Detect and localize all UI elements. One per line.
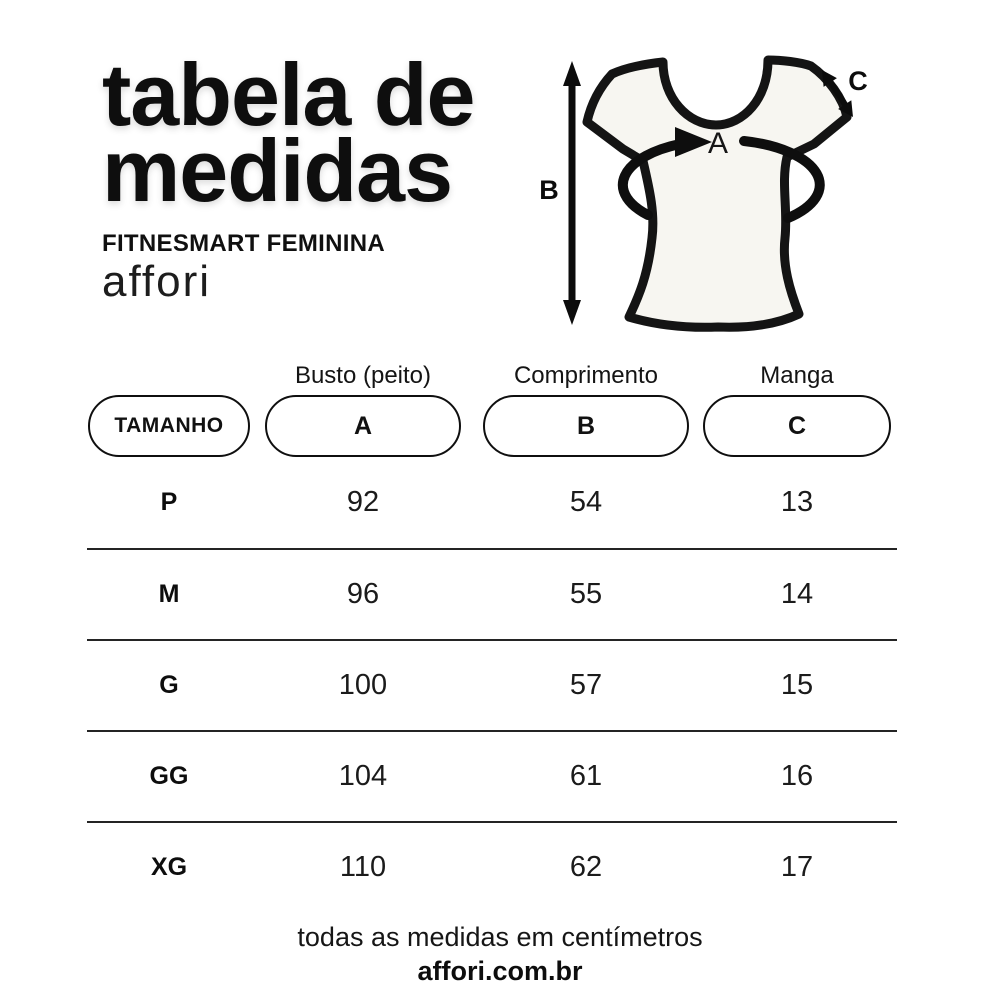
table-row (87, 821, 897, 912)
bust-arrow-label: A (707, 127, 729, 160)
brand-logo: affori (102, 257, 212, 306)
length-arrow-icon (563, 61, 581, 325)
sleeve-arrow-label: C (848, 66, 868, 96)
length-value: 57 (569, 669, 603, 701)
tshirt-measurement-diagram (530, 28, 925, 343)
pill-b: B (483, 395, 689, 457)
pill-a: A (265, 395, 461, 457)
sleeve-value: 13 (780, 486, 814, 518)
pill-tamanho: TAMANHO (88, 395, 250, 457)
table-row (87, 457, 897, 548)
size-label: G (159, 671, 179, 699)
table-row (87, 548, 897, 639)
pill-c: C (703, 395, 891, 457)
header (102, 45, 475, 306)
length-value: 61 (569, 760, 603, 792)
tshirt-diagram-svg (530, 28, 925, 343)
sleeve-value: 17 (780, 851, 814, 883)
sleeve-value: 14 (780, 578, 814, 610)
size-label: GG (149, 762, 189, 790)
bust-value: 96 (346, 578, 380, 610)
size-label: P (160, 488, 178, 516)
table-row (87, 730, 897, 821)
size-label: M (158, 580, 180, 608)
bust-value: 100 (338, 669, 388, 701)
length-value: 54 (569, 486, 603, 518)
page-title-line2: medidas (102, 121, 453, 220)
column-header-bust: Busto (peito) (294, 362, 432, 389)
sleeve-value: 16 (780, 760, 814, 792)
column-header-length: Comprimento (513, 362, 659, 389)
table-row (87, 639, 897, 730)
bust-value: 92 (346, 486, 380, 518)
bust-value: 104 (338, 760, 388, 792)
bust-value: 110 (339, 851, 387, 883)
website-url: affori.com.br (417, 956, 583, 986)
page-title (102, 45, 475, 220)
page-title-line1: tabela de (102, 45, 475, 144)
size-table (87, 363, 897, 912)
product-subtitle: FITNESMART FEMININA (102, 230, 386, 257)
size-label: XG (150, 853, 188, 881)
length-value: 62 (569, 851, 603, 883)
column-header-sleeve: Manga (760, 362, 834, 389)
units-note: todas as medidas em centímetros (297, 922, 703, 952)
sleeve-value: 15 (780, 669, 814, 701)
length-arrow-label: B (539, 175, 559, 205)
length-value: 55 (569, 578, 603, 610)
pill-header-row (87, 395, 897, 457)
column-header-row (87, 363, 897, 395)
